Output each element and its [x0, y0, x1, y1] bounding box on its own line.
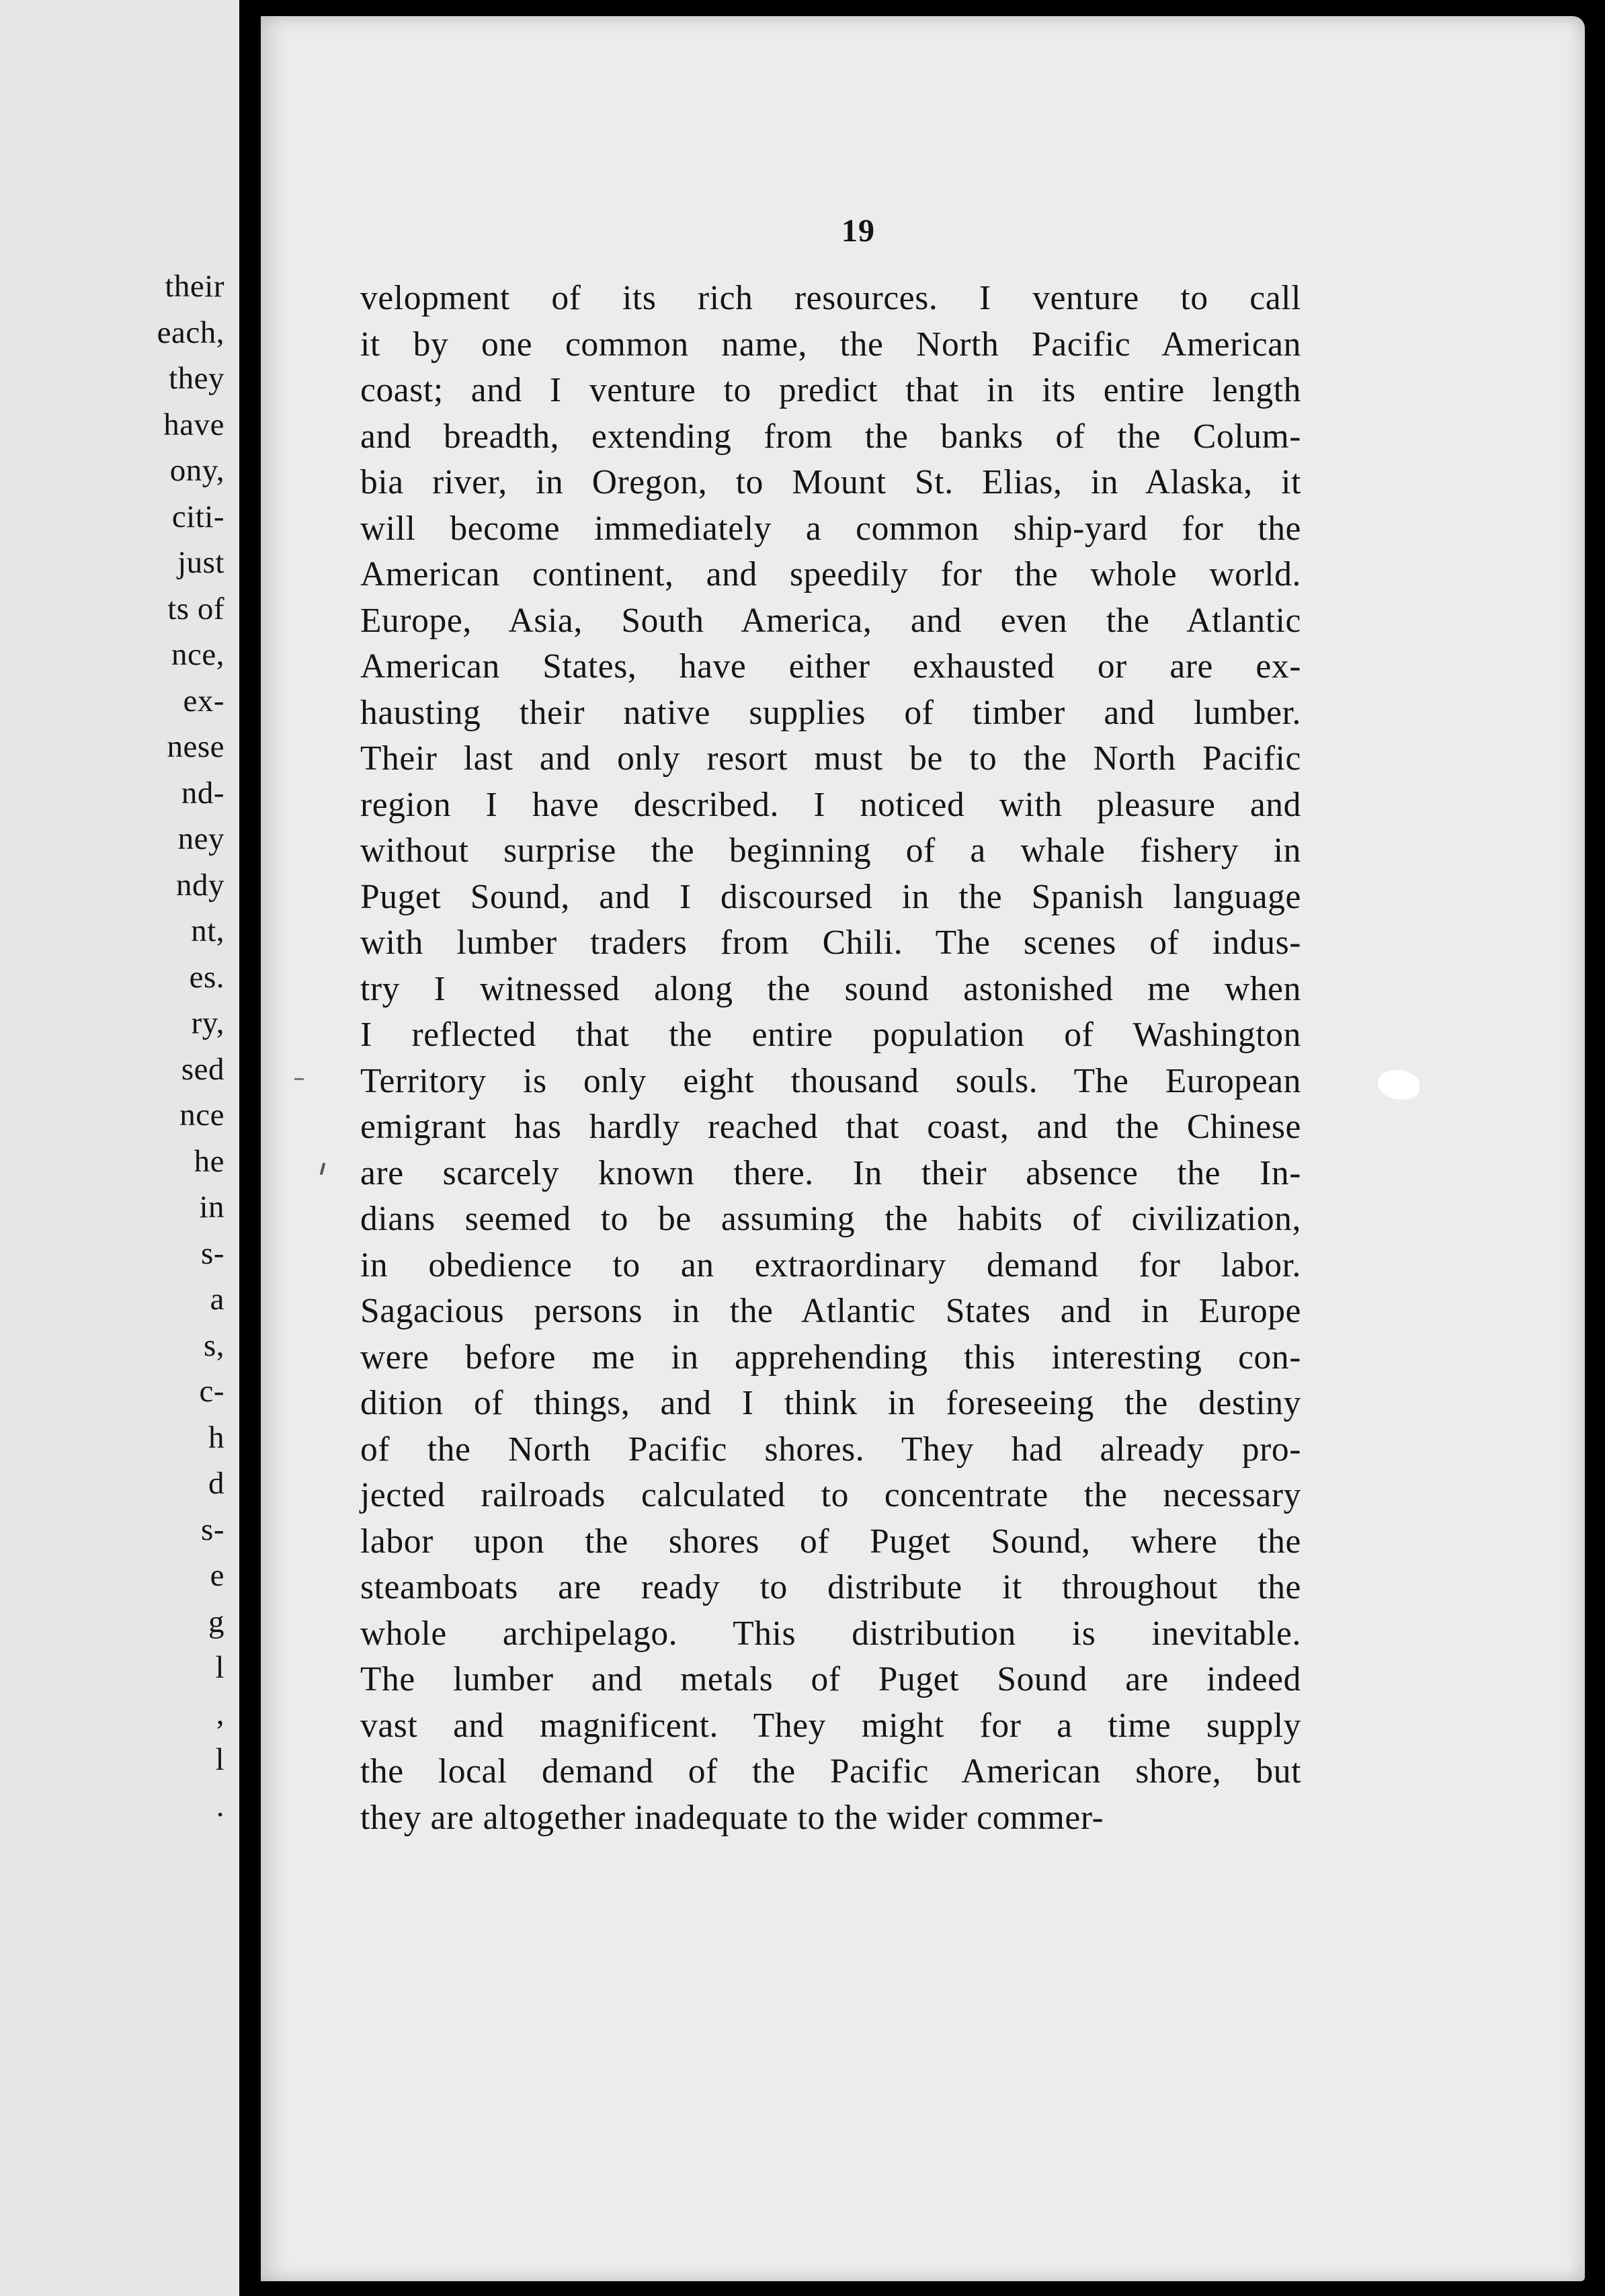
text-line: without surprise the beginning of a whale fishery in — [360, 831, 1301, 870]
page-number: 19 — [841, 213, 875, 249]
text-line: coast; and I venture to predict that in its entire length — [360, 371, 1301, 409]
left-page-fragment: . — [216, 1788, 224, 1823]
text-line: velopment of its rich resources. I venture to call — [360, 279, 1301, 317]
text-line: labor upon the shores of Puget Sound, where the — [360, 1522, 1301, 1561]
text-line: Territory is only eight thousand souls. The European — [360, 1061, 1301, 1100]
left-page-fragment: just — [177, 545, 224, 580]
left-page-fragment: ry, — [191, 1006, 224, 1040]
left-page-fragment: in — [199, 1190, 224, 1225]
left-page-fragment: c- — [199, 1374, 224, 1409]
left-page-fragment: es. — [189, 959, 224, 995]
text-line: they are altogether inadequate to the wider commer- — [360, 1798, 1104, 1837]
text-line: region I have described. I noticed with pleasure and — [360, 785, 1301, 824]
left-page-fragment: ex- — [183, 683, 224, 719]
book-gutter — [239, 0, 261, 2296]
left-page-fragment: ndy — [176, 867, 224, 903]
left-page-fragment: nce — [179, 1098, 224, 1133]
text-line: jected railroads calculated to concentrate the necessary — [360, 1476, 1301, 1514]
left-page-fragment: nce, — [171, 637, 224, 672]
left-page-fragment: sed — [181, 1051, 224, 1087]
text-line: American States, have either exhausted or are ex- — [360, 647, 1301, 686]
left-page-fragment: nese — [167, 729, 224, 764]
body-text — [360, 276, 1301, 1841]
text-line: the local demand of the Pacific American shore, but — [360, 1752, 1301, 1791]
text-line: emigrant has hardly reached that coast, and the Chinese — [360, 1108, 1301, 1146]
text-line: Sagacious persons in the Atlantic States and in Europe — [360, 1292, 1301, 1330]
left-page-fragment: ts of — [167, 591, 224, 626]
text-line: are scarcely known there. In their absence the In- — [360, 1153, 1301, 1192]
text-line: with lumber traders from Chili. The scenes of indus- — [360, 924, 1301, 962]
text-line: were before me in apprehending this interesting con- — [360, 1338, 1301, 1377]
left-page-fragment: l — [215, 1742, 224, 1777]
text-line: I reflected that the entire population of Washington — [360, 1016, 1301, 1054]
text-line: Puget Sound, and I discoursed in the Spanish language — [360, 877, 1301, 916]
text-line: Europe, Asia, South America, and even the Atlantic — [360, 601, 1301, 640]
left-page-fragment: g — [208, 1604, 224, 1639]
left-page-fragment: citi- — [171, 499, 224, 534]
text-line: in obedience to an extraordinary demand for labor. — [360, 1245, 1301, 1284]
text-line: of the North Pacific shores. They had already pro- — [360, 1430, 1301, 1469]
left-page-fragment: s- — [201, 1512, 224, 1547]
text-line: bia river, in Oregon, to Mount St. Elias, in Alaska, it — [360, 463, 1301, 501]
left-page-fragment: ony, — [169, 453, 224, 488]
text-line: vast and magnificent. They might for a time supply — [360, 1706, 1301, 1745]
left-page-fragment: e — [210, 1558, 224, 1593]
left-page-text-fragments — [157, 263, 224, 1829]
left-page-fragment: each, — [157, 315, 224, 350]
text-line: Their last and only resort must be to the North Pacific — [360, 739, 1301, 778]
text-line: hausting their native supplies of timber and lumber. — [360, 693, 1301, 732]
left-page-fragment: have — [163, 407, 224, 442]
left-page-fragment: l — [215, 1650, 224, 1685]
left-page-fragment: he — [194, 1143, 224, 1179]
left-page-fragment: d — [208, 1466, 224, 1501]
text-line: will become immediately a common ship-yard for the — [360, 509, 1301, 548]
left-page-fragment: their — [165, 269, 224, 304]
left-page-fragment: h — [208, 1420, 224, 1455]
text-line: and breadth, extending from the banks of the Colum- — [360, 417, 1301, 456]
text-line: dians seemed to be assuming the habits of civilization, — [360, 1200, 1301, 1238]
left-page-edge — [0, 0, 239, 2296]
left-page-fragment: they — [169, 361, 224, 396]
text-line: try I witnessed along the sound astonished me when — [360, 969, 1301, 1008]
margin-mark — [294, 1078, 304, 1080]
left-page-fragment: s, — [203, 1327, 224, 1363]
left-page-fragment: a — [210, 1282, 224, 1317]
left-page-fragment: nd- — [181, 775, 224, 811]
left-page-fragment: nt, — [191, 913, 224, 948]
left-page-fragment: ney — [177, 821, 224, 856]
text-line: it by one common name, the North Pacific American — [360, 325, 1301, 364]
text-line: American continent, and speedily for the whole world. — [360, 555, 1301, 593]
left-page-fragment: , — [216, 1696, 224, 1731]
text-line: whole archipelago. This distribution is inevitable. — [360, 1614, 1301, 1653]
text-line: The lumber and metals of Puget Sound are indeed — [360, 1660, 1301, 1698]
text-line: steamboats are ready to distribute it throughout the — [360, 1568, 1301, 1606]
left-page-fragment: s- — [201, 1235, 224, 1271]
text-line: dition of things, and I think in foreseeing the destiny — [360, 1384, 1301, 1422]
